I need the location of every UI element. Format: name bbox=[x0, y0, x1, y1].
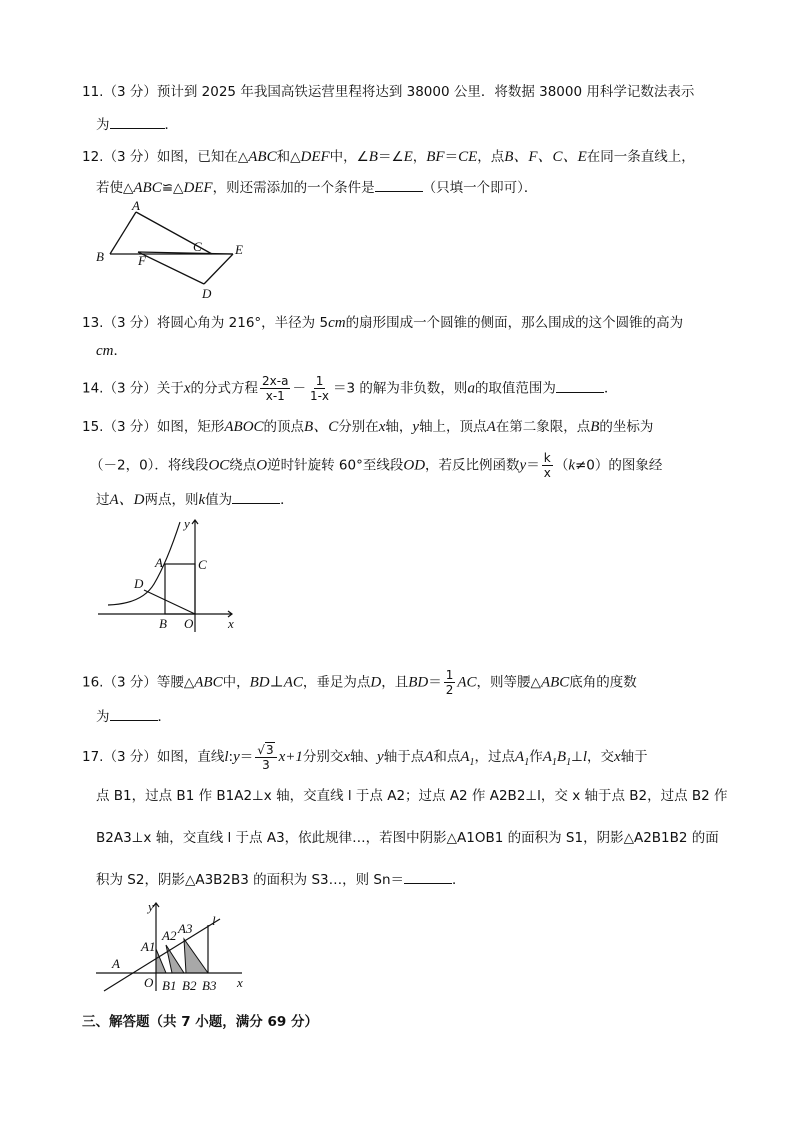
q15-line2-a: （－2，0）．将线段 bbox=[90, 457, 209, 474]
q13-line2 bbox=[96, 341, 127, 361]
q16-answer-prefix: 为 bbox=[96, 709, 110, 725]
label-d: D bbox=[202, 286, 212, 301]
q16-frac-numerator: 1 bbox=[445, 668, 454, 682]
q17-text-d: 轴于点 bbox=[383, 749, 425, 765]
label-a2: A2 bbox=[162, 928, 177, 943]
q16-text-b: 中， bbox=[222, 674, 250, 691]
q12-text-d: ＝∠ bbox=[377, 149, 404, 165]
label-a: A bbox=[132, 198, 140, 213]
q12-bf: BF bbox=[426, 149, 445, 165]
q17-x-b: x bbox=[614, 749, 621, 765]
q15-line2-f: ≠0）的图象经 bbox=[574, 457, 663, 474]
q15-text-b: 的顶点 bbox=[263, 419, 305, 435]
q17-line4 bbox=[96, 870, 466, 890]
q12-text-g: ，点 bbox=[477, 149, 505, 165]
q17-text-i: ，交 bbox=[587, 749, 614, 765]
q16-eq: ＝ bbox=[428, 674, 442, 691]
q17-point-a: A bbox=[424, 749, 434, 765]
q15-text-c: 分别在 bbox=[338, 419, 379, 435]
q17-number: 17. bbox=[82, 749, 104, 765]
q13-line1 bbox=[82, 313, 683, 333]
q15-line3-d: ． bbox=[280, 492, 294, 508]
q17-text-j: 轴于 bbox=[620, 749, 648, 765]
q17-x-plus-1: x+1 bbox=[278, 749, 303, 765]
q15-y: y bbox=[412, 419, 420, 435]
label-o: O bbox=[184, 616, 194, 631]
q15-eq: ＝ bbox=[526, 457, 540, 474]
label-l: l bbox=[212, 913, 216, 928]
q17-score: （3 分） bbox=[103, 749, 157, 765]
q12-ce: CE bbox=[458, 149, 478, 165]
q17-l-b: l bbox=[582, 749, 587, 765]
q17-eq: ＝ bbox=[239, 749, 254, 765]
q13-unit: cm bbox=[328, 315, 346, 331]
shaded-triangle-3 bbox=[184, 939, 208, 973]
q14-frac2-denominator: 1-x bbox=[309, 389, 330, 403]
q15-aboc: ABOC bbox=[224, 419, 264, 435]
q12-line2-c: ，则还需添加的一个条件是 bbox=[212, 180, 375, 196]
q11-score: （3 分） bbox=[103, 84, 157, 100]
q12-line1 bbox=[82, 147, 695, 167]
q11-line2 bbox=[96, 115, 178, 135]
q12-answer-blank[interactable] bbox=[375, 179, 423, 192]
segment-od bbox=[144, 590, 195, 614]
q13-text-a: 将圆心角为 216°，半径为 5 bbox=[156, 315, 329, 331]
label-d: D bbox=[134, 576, 144, 591]
label-b2: B2 bbox=[182, 978, 197, 993]
q15-line3-a: 过 bbox=[96, 492, 110, 508]
q15-line2-c: 逆时针旋转 60°至线段 bbox=[267, 457, 404, 474]
q15-line2-e: （ bbox=[554, 457, 569, 474]
q16-answer-blank[interactable] bbox=[110, 708, 158, 721]
q15-line3 bbox=[96, 490, 294, 510]
shaded-triangle-1 bbox=[156, 949, 166, 973]
label-c: C bbox=[198, 557, 207, 572]
label-y: y bbox=[184, 516, 190, 531]
shaded-triangle-2 bbox=[166, 945, 184, 973]
q16-text-c: ，垂足为点 bbox=[302, 674, 371, 691]
q17-text-e: 和点 bbox=[433, 749, 461, 765]
q12-line2 bbox=[96, 178, 537, 198]
q12-text-a: 如图，已知在△ bbox=[156, 149, 249, 165]
q17-line2: 点 B1，过点 B1 作 B1A2⊥x 轴，交直线 l 于点 A2；过点 A2 作 A2B2⊥l，交 x 轴于点 B2，过点 B2 作 bbox=[96, 788, 728, 804]
q14-fraction-2 bbox=[308, 374, 331, 403]
label-a: A bbox=[112, 956, 120, 971]
q17-text-b: 分别交 bbox=[302, 749, 344, 765]
q17-text-f: ，过点 bbox=[474, 749, 516, 765]
q12-angle-e: E bbox=[403, 149, 413, 165]
q17-line4-b: ． bbox=[452, 872, 466, 888]
q11-answer-prefix: 为 bbox=[96, 117, 110, 133]
q17-text-g: 作 bbox=[529, 749, 543, 765]
q14-frac1-denominator: x-1 bbox=[265, 389, 285, 403]
q12-text-c: 中，∠ bbox=[329, 149, 369, 165]
q16-ac: AC bbox=[457, 674, 477, 691]
q15-k2: k bbox=[198, 492, 206, 508]
q17-text-a: 如图，直线 bbox=[156, 749, 225, 765]
q13-score: （3 分） bbox=[103, 315, 157, 331]
label-b: B bbox=[96, 249, 104, 264]
q11-line1 bbox=[82, 82, 694, 102]
q16-text-e: ，则等腰△ bbox=[476, 674, 541, 691]
q15-fraction bbox=[542, 451, 553, 480]
q15-line2-b: 绕点 bbox=[229, 457, 257, 474]
q15-number: 15. bbox=[82, 419, 104, 435]
q14-text-d: 的取值范围为 bbox=[474, 380, 556, 397]
q17-a1-letter: A bbox=[460, 749, 470, 765]
section-3-title: 三、解答题（共 7 小题，满分 69 分） bbox=[82, 1014, 318, 1030]
q17-frac-denominator: 3 bbox=[262, 758, 270, 772]
q15-point-o: O bbox=[256, 457, 268, 474]
q17-x: x bbox=[343, 749, 351, 765]
q13-number: 13. bbox=[82, 315, 104, 331]
q15-score: （3 分） bbox=[103, 419, 157, 435]
q15-k: k bbox=[568, 457, 575, 474]
q17-frac-numerator: √3 bbox=[255, 742, 276, 758]
q14-x: x bbox=[183, 380, 191, 397]
q17-answer-blank[interactable] bbox=[404, 871, 452, 884]
q14-frac1-numerator: 2x-a bbox=[262, 374, 289, 388]
q15-answer-blank[interactable] bbox=[232, 491, 280, 504]
q16-answer-suffix: ． bbox=[157, 709, 171, 725]
q15-text-e: 轴上，顶点 bbox=[419, 419, 487, 435]
q17-point-a1-b: $A_1$ bbox=[515, 749, 530, 768]
q12-text-e: ， bbox=[412, 149, 427, 165]
q15-text-g: 的坐标为 bbox=[599, 419, 654, 435]
label-a3: A3 bbox=[178, 921, 193, 936]
q14-frac2-numerator: 1 bbox=[315, 374, 324, 388]
q15-line3-b: 两点，则 bbox=[144, 492, 199, 508]
label-e: E bbox=[235, 242, 243, 257]
label-c: C bbox=[193, 239, 202, 254]
label-o: O bbox=[144, 975, 154, 990]
q17-figure bbox=[92, 895, 262, 997]
q17-text-h: ⊥ bbox=[571, 749, 583, 765]
q17-a1b1: $A_1B_1$ bbox=[542, 749, 572, 768]
q14-line1 bbox=[82, 374, 617, 403]
q17-l: l bbox=[224, 749, 229, 765]
q11-text: 预计到 2025 年我国高铁运营里程将达到 38000 公里．将数据 38000 用科学记数法表示 bbox=[156, 84, 695, 100]
label-a: A bbox=[155, 555, 163, 570]
q12-line2-b: ≌△ bbox=[161, 180, 184, 196]
q15-point-b: B bbox=[590, 419, 600, 435]
q16-line2 bbox=[96, 707, 171, 727]
q16-text-a: 等腰△ bbox=[156, 674, 195, 691]
q15-od: OD bbox=[403, 457, 426, 474]
label-y: y bbox=[148, 899, 154, 914]
q14-text-c: ＝3 的解为非负数，则 bbox=[333, 380, 468, 397]
q12-score: （3 分） bbox=[103, 149, 157, 165]
q12-abc: ABC bbox=[248, 149, 277, 165]
q15-point-a: A bbox=[486, 419, 496, 435]
q15-text-f: 在第二象限，点 bbox=[495, 419, 591, 435]
segment-ab bbox=[110, 212, 136, 254]
q12-text-f: ＝ bbox=[444, 149, 459, 165]
q16-abc2: ABC bbox=[540, 674, 570, 691]
q15-line2 bbox=[90, 451, 662, 480]
q12-number: 12. bbox=[82, 149, 104, 165]
q14-answer-blank[interactable] bbox=[556, 380, 604, 393]
q17-y2: y bbox=[377, 749, 384, 765]
q15-frac-numerator: k bbox=[543, 451, 551, 465]
q11-answer-blank[interactable] bbox=[110, 116, 165, 129]
segment-fd bbox=[138, 252, 204, 284]
q16-fraction bbox=[444, 668, 456, 697]
q14-text-a: 关于 bbox=[156, 380, 184, 397]
q16-number: 16. bbox=[82, 674, 104, 691]
q15-frac-denominator: x bbox=[543, 466, 551, 480]
q12-figure bbox=[92, 198, 254, 302]
q17-y: y bbox=[233, 749, 240, 765]
q12-line2-d: （只填一个即可）． bbox=[422, 180, 538, 196]
q17-line3: B2A3⊥x 轴，交直线 l 于点 A3，依此规律…，若图中阴影△A1OB1 的面积为 S1，阴影△A2B1B2 的面 bbox=[96, 830, 719, 846]
q15-figure bbox=[92, 512, 252, 637]
q14-a: a bbox=[467, 380, 475, 397]
q16-line1 bbox=[82, 668, 637, 697]
q16-text-d: ，且 bbox=[381, 674, 409, 691]
q14-fraction-1 bbox=[260, 374, 290, 403]
label-a1: A1 bbox=[141, 939, 156, 954]
q16-frac-denominator: 2 bbox=[445, 683, 454, 697]
q12-text-h: 在同一条直线上， bbox=[586, 149, 695, 165]
q11-answer-suffix: ． bbox=[164, 117, 178, 133]
q17-fraction bbox=[255, 742, 276, 772]
q14-number: 14. bbox=[82, 380, 104, 397]
label-b1: B1 bbox=[162, 978, 177, 993]
q15-line1 bbox=[82, 417, 653, 437]
q15-text-a: 如图，矩形 bbox=[156, 419, 225, 435]
label-b: B bbox=[159, 616, 167, 631]
q15-oc: OC bbox=[208, 457, 230, 474]
q17-line4-a: 积为 S2，阴影△A3B2B3 的面积为 S3…，则 Sn＝ bbox=[96, 872, 405, 888]
q13-text-b: 的扇形围成一个圆锥的侧面，那么围成的这个圆锥的高为 bbox=[345, 315, 684, 331]
q16-point-d: D bbox=[370, 674, 382, 691]
q17-line1 bbox=[82, 742, 648, 773]
q14-text-b: 的分式方程 bbox=[190, 380, 259, 397]
q15-bc: B、C bbox=[304, 419, 339, 435]
q17-sqrt-radicand: 3 bbox=[265, 743, 274, 757]
q17-text-c: 轴、 bbox=[350, 749, 378, 765]
label-b3: B3 bbox=[202, 978, 217, 993]
q11-number: 11. bbox=[82, 84, 104, 100]
shaded-triangles bbox=[156, 939, 208, 973]
q13-line2-suffix: ． bbox=[113, 343, 127, 359]
q12-angle-b: B bbox=[368, 149, 378, 165]
segment-de bbox=[204, 254, 233, 284]
q16-score: （3 分） bbox=[103, 674, 157, 691]
q12-line2-a: 若使△ bbox=[96, 180, 134, 196]
label-x: x bbox=[237, 975, 243, 990]
q16-bd: BD bbox=[408, 674, 429, 691]
label-x: x bbox=[228, 616, 234, 631]
q16-text-f: 底角的度数 bbox=[569, 674, 637, 691]
q14-minus: － bbox=[292, 380, 306, 397]
q15-line2-d: ，若反比例函数 bbox=[425, 457, 520, 474]
q12-def: DEF bbox=[300, 149, 330, 165]
q15-ad: A、D bbox=[109, 492, 145, 508]
q16-abc: ABC bbox=[194, 674, 223, 691]
q15-line3-c: 值为 bbox=[205, 492, 233, 508]
label-f: F bbox=[138, 253, 146, 268]
q16-bd-perp-ac: BD⊥AC bbox=[249, 674, 303, 691]
q12-points: B、F、C、E bbox=[504, 149, 587, 165]
q17-point-a1: $A_1$ bbox=[460, 749, 475, 768]
q14-score: （3 分） bbox=[103, 380, 157, 397]
q12-text-b: 和△ bbox=[276, 149, 301, 165]
q12-line2-def: DEF bbox=[183, 180, 213, 196]
q17-colon: : bbox=[228, 749, 234, 765]
q12-line2-abc: ABC bbox=[133, 180, 162, 196]
q15-text-d: 轴， bbox=[385, 419, 413, 435]
q15-x: x bbox=[378, 419, 386, 435]
q15-y2: y bbox=[519, 457, 527, 474]
q13-line2-unit: cm bbox=[96, 343, 114, 359]
q14-suffix: ． bbox=[603, 380, 618, 397]
